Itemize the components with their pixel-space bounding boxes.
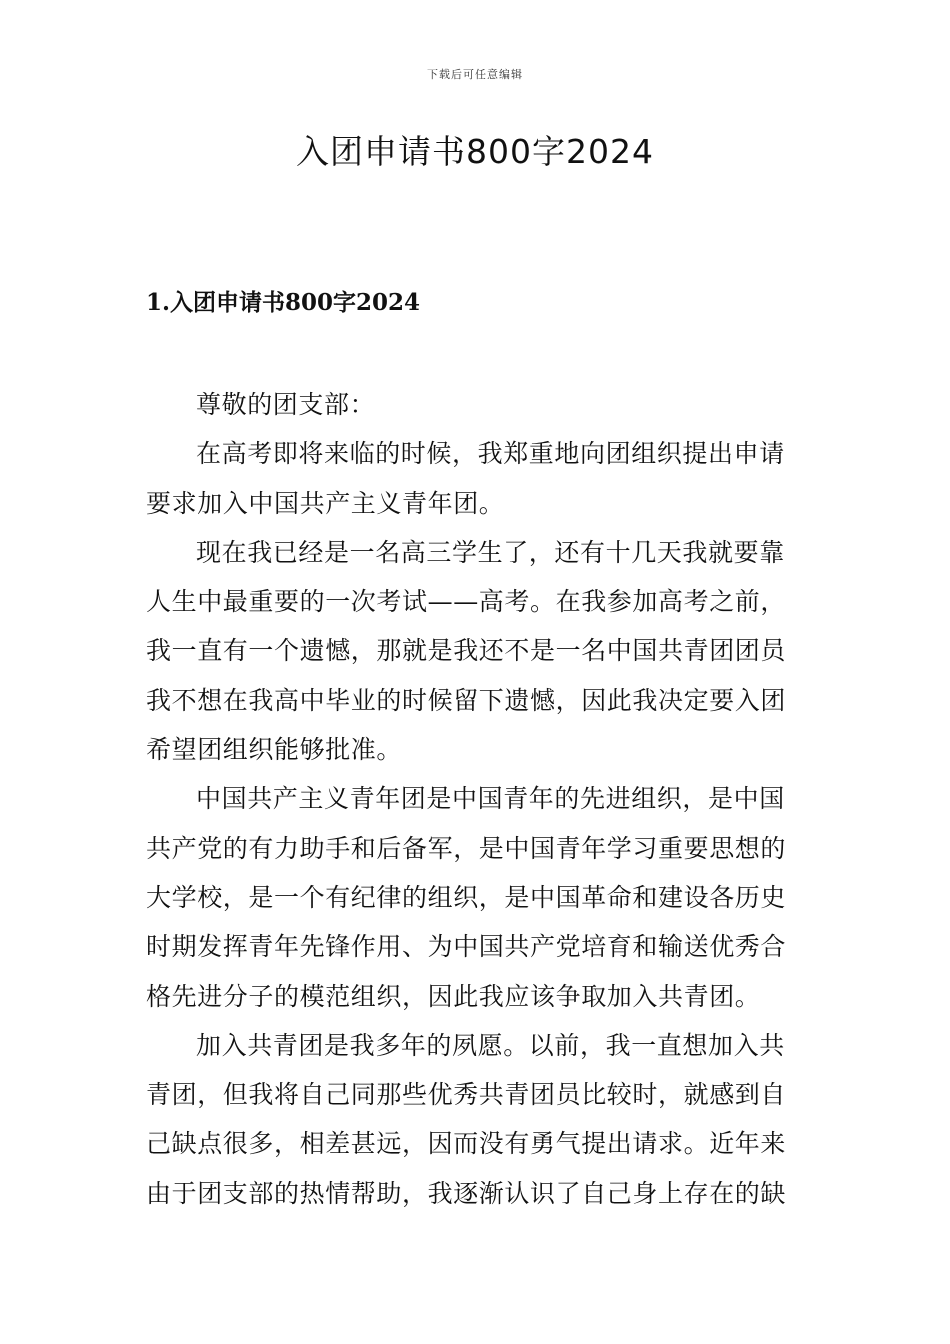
- salutation-paragraph: [146, 380, 806, 429]
- body-paragraph: [146, 528, 806, 774]
- text-line: 我不想在我高中毕业的时候留下遗憾，因此我决定要入团: [146, 685, 787, 715]
- text-line: 己缺点很多，相差甚远，因而没有勇气提出请求。近年来: [146, 1129, 787, 1159]
- text-line: 在高考即将来临的时候，我郑重地向团组织提出申请: [196, 439, 785, 469]
- text-line: 尊敬的团支部：: [196, 390, 376, 419]
- header-note: 下载后可任意编辑: [427, 68, 523, 81]
- text-line: 共产党的有力助手和后备军，是中国青年学习重要思想的: [146, 833, 787, 863]
- text-line: 中国共产主义青年团是中国青年的先进组织，是中国: [196, 784, 785, 814]
- text-line: 加入共青团是我多年的夙愿。以前，我一直想加入共: [196, 1030, 785, 1060]
- body-paragraph: [146, 1021, 806, 1218]
- text-line: 格先进分子的模范组织，因此我应该争取加入共青团。: [146, 981, 761, 1011]
- text-line: 现在我已经是一名高三学生了，还有十几天我就要靠: [196, 537, 785, 567]
- text-line: 由于团支部的热情帮助，我逐渐认识了自己身上存在的缺: [146, 1178, 787, 1208]
- body-paragraph: [146, 774, 806, 1020]
- text-line: 大学校，是一个有纪律的组织，是中国革命和建设各历史: [146, 882, 787, 912]
- text-line: 我一直有一个遗憾，那就是我还不是一名中国共青团团员: [146, 636, 787, 666]
- text-line: 希望团组织能够批准。: [146, 735, 403, 765]
- text-line: 青团，但我将自己同那些优秀共青团员比较时，就感到自: [146, 1080, 787, 1110]
- document-title: 入团申请书800字2024: [296, 132, 654, 171]
- text-line: 时期发挥青年先锋作用、为中国共产党培育和输送优秀合: [146, 932, 787, 962]
- document-body: [146, 380, 806, 1218]
- body-paragraph: [146, 429, 806, 528]
- section-heading: 1.入团申请书800字2024: [146, 289, 421, 316]
- text-line: 要求加入中国共产主义青年团。: [146, 488, 505, 518]
- text-line: 人生中最重要的一次考试——高考。在我参加高考之前，: [146, 587, 787, 617]
